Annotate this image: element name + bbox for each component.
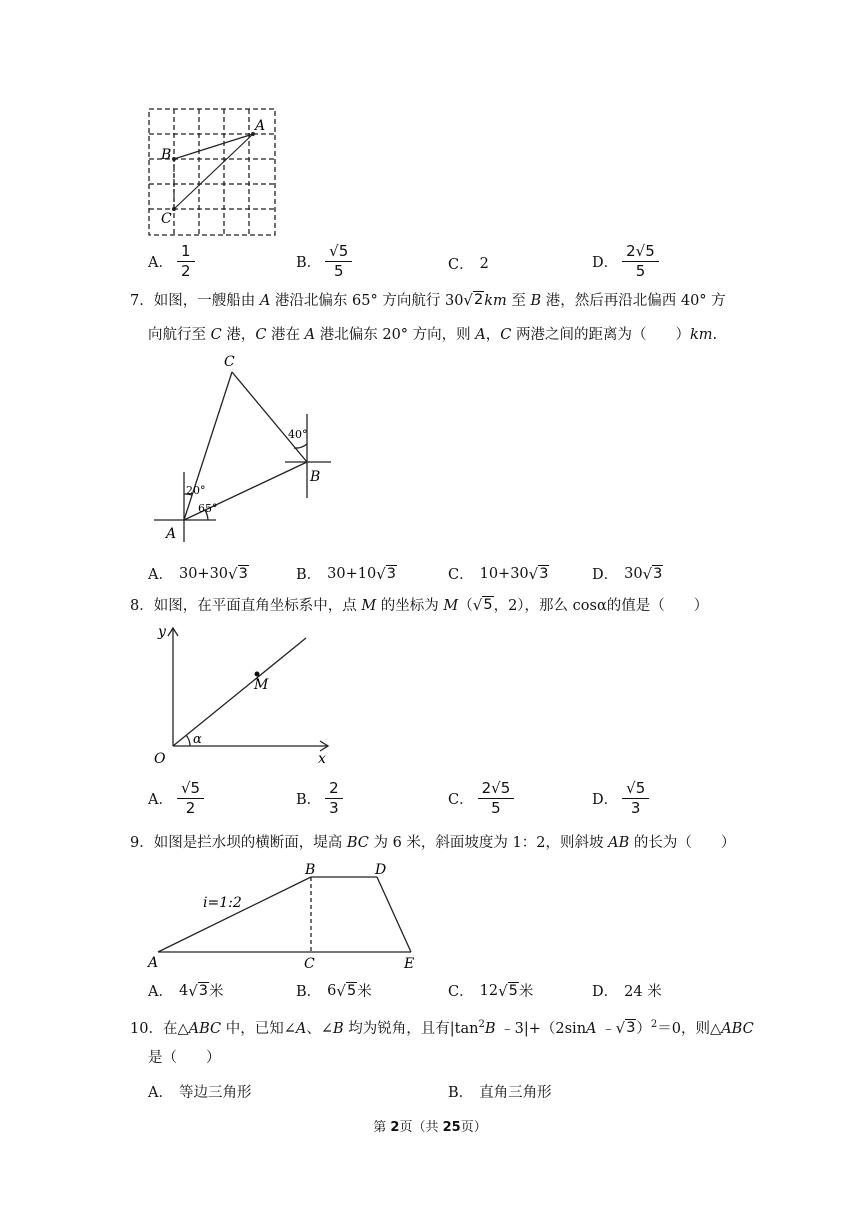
fig9-slope-label: i=1:2 [203,895,242,911]
fig7-label-c: C [224,354,235,370]
q8-option-d[interactable]: D． $\frac{√5}{3}$ [592,780,647,817]
q6-option-c[interactable]: C． 2 [448,255,489,273]
fig9-label-d: D [375,862,387,878]
fig9-label-b: B [305,862,316,878]
grid-figure [145,105,280,238]
q9-option-d[interactable]: D． 24 米 [592,984,662,1000]
grid-label-b: B [161,147,172,163]
q9-option-a[interactable]: A． 4 √ 3 米 [148,982,224,1000]
q7-line2: 向航行至 C 港，C 港在 A 港北偏东 20° 方向，则 A，C 两港之间的距离为（ ）km. [148,327,718,343]
fig9-label-e: E [404,956,415,972]
q6-option-d[interactable]: D． $\frac{2√5}{5}$ [592,243,657,280]
q10-line1: 10．在△ABC 中，已知∠A、∠B 均为锐角，且有$|\tan^2B$ ﹣3|+（2sinA ﹣ √ 3 ）$^2$＝0，则△ABC [130,1018,754,1037]
q10-line2: 是（ ） [148,1050,221,1066]
q6-a-fraction: $\frac{1}{2}$ [179,243,193,280]
fig9-label-c: C [304,956,315,972]
coordinate-figure [148,622,338,770]
q7-option-b[interactable]: B． 30+10 √ 3 [296,565,397,583]
dam-cross-section-figure [145,860,425,972]
q8-option-c[interactable]: C． $\frac{2√5}{5}$ [448,780,512,817]
fig8-label-m: M [254,677,269,693]
grid-label-c: C [161,211,172,227]
q7-line1: 7．如图，一艘船由 A 港沿北偏东 65° 方向航行 30 √ 2 km 至 B 港，然后再沿北偏西 40° 方 [130,291,726,309]
fig8-label-alpha: α [193,732,202,747]
q6-option-a[interactable]: A． $\frac{1}{2}$ [148,243,193,280]
fig8-label-o: O [154,751,166,767]
q8-option-a[interactable]: A． $\frac{√5}{2}$ [148,780,202,817]
ship-route-figure [148,352,338,552]
fig7-angle-65: 65° [198,502,218,515]
fig7-label-b: B [310,469,321,485]
q6-option-b[interactable]: B． $\frac{√5}{5}$ [296,243,350,280]
q8-option-b[interactable]: B． $\frac{2}{3}$ [296,780,341,817]
fig8-label-x: x [318,751,326,767]
q9-line: 9．如图是拦水坝的横断面，堤高 BC 为 6 米，斜面坡度为 1：2，则斜坡 AB 的长为（ ） [130,835,736,851]
q9-option-c[interactable]: C． 12 √ 5 米 [448,982,534,1000]
q10-option-a[interactable]: A． 等边三角形 [148,1085,252,1101]
page-footer: 第 2页（共 25页） [373,1120,487,1135]
q7-option-d[interactable]: D． 30 √ 3 [592,565,663,583]
q7-option-a[interactable]: A． 30+30 √ 3 [148,565,248,583]
fig7-angle-20: 20° [186,484,206,497]
q9-option-b[interactable]: B． 6 √ 5 米 [296,982,372,1000]
q7-sqrt: √ 2 [463,291,484,309]
q7-option-c[interactable]: C． 10+30 √ 3 [448,565,549,583]
fig7-label-a: A [166,526,177,542]
grid-label-a: A [255,118,266,134]
q6-b-fraction: $\frac{√5}{5}$ [327,243,350,280]
fig7-angle-40: 40° [288,428,308,441]
q8-line: 8．如图，在平面直角坐标系中，点 M 的坐标为 M（ √ 5 ，2），那么 cosα的值是（ ） [130,596,709,614]
fig8-label-y: y [158,624,166,640]
q6-d-fraction: $\frac{2√5}{5}$ [624,243,657,280]
fig9-label-a: A [148,955,159,971]
q10-option-b[interactable]: B． 直角三角形 [448,1085,552,1101]
